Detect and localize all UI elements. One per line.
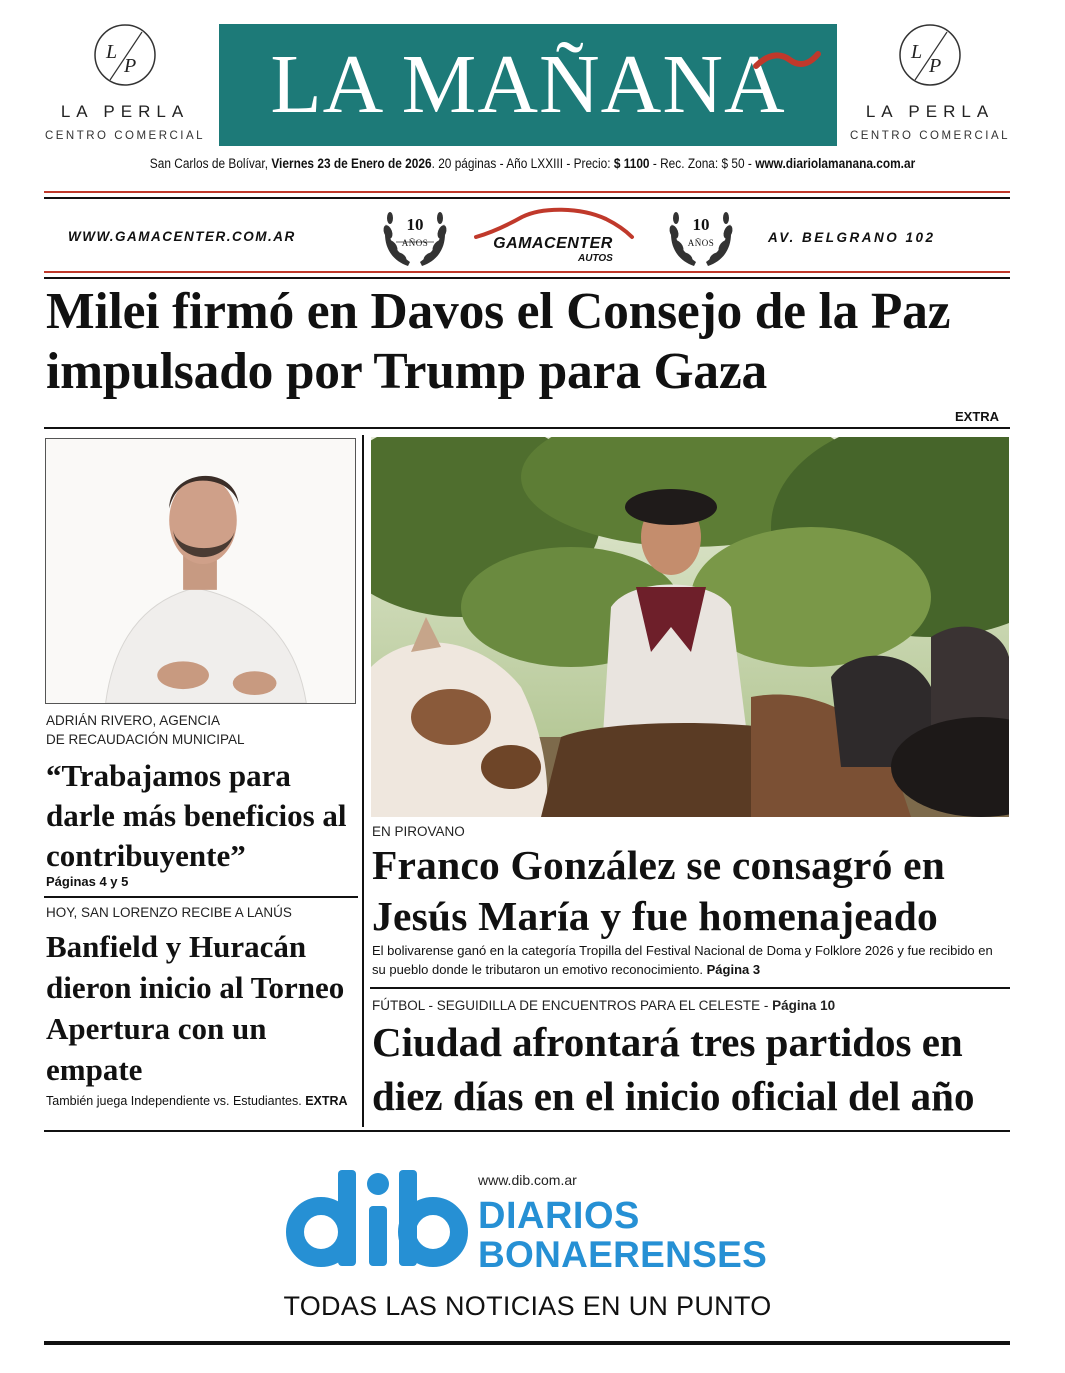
rivero-kicker-line2: DE RECAUDACIÓN MUNICIPAL	[46, 732, 245, 747]
anniversary-text: AÑOS	[401, 238, 429, 248]
divider	[44, 277, 1010, 279]
la-perla-logo-icon	[897, 22, 963, 88]
gonzalez-photo[interactable]	[371, 437, 1009, 817]
divider	[44, 1341, 1010, 1345]
la-perla-subtitle: CENTRO COMERCIAL	[849, 130, 1011, 142]
svg-text:L: L	[106, 41, 118, 63]
la-perla-name: LA PERLA	[60, 102, 190, 121]
rivero-pages: Páginas 4 y 5	[46, 874, 129, 889]
dateline-place: San Carlos de Bolívar,	[149, 156, 269, 171]
dib-line2: BONAERENSES	[478, 1234, 768, 1275]
main-headline[interactable]: Milei firmó en Davos el Consejo de la Paz impulsado por Trump para Gaza	[46, 283, 951, 400]
divider	[44, 896, 358, 898]
gonzalez-kicker: EN PIROVANO	[372, 824, 465, 839]
banfield-kicker: HOY, SAN LORENZO RECIBE A LANÚS	[46, 905, 292, 920]
banfield-note-text: También juega Independiente vs. Estudiantes.	[46, 1094, 302, 1108]
ciudad-kicker	[372, 996, 835, 1015]
gonzalez-summary-text: El bolivarense ganó en la categoría Tropilla del Festival Nacional de Doma y Folklore 2026 y fue recibido en su pueblo donde le tributaron un emotivo reconocimiento.	[372, 943, 993, 977]
newspaper-title: LA MAÑANA	[270, 38, 786, 131]
dib-slogan: TODAS LAS NOTICIAS EN UN PUNTO	[283, 1291, 772, 1321]
dib-line1: DIARIOS	[478, 1195, 640, 1237]
la-perla-logo-icon	[92, 22, 158, 88]
ciudad-page: Página 10	[772, 998, 836, 1013]
divider	[44, 427, 1010, 429]
divider	[370, 987, 1010, 989]
la-perla-name: LA PERLA	[865, 102, 995, 121]
ciudad-kicker-text: FÚTBOL - SEGUIDILLA DE ENCUENTROS PARA EL CELESTE -	[372, 998, 773, 1013]
main-headline-tag: EXTRA	[955, 409, 1000, 424]
ciudad-headline[interactable]: Ciudad afrontará tres partidos en diez días en el inicio oficial del año	[372, 1019, 975, 1119]
dateline-zone: - Rec. Zona: $ 50 -	[649, 156, 756, 171]
gonzalez-page: Página 3	[706, 962, 761, 977]
gonzalez-summary	[372, 941, 1010, 979]
la-perla-ad-left	[40, 22, 210, 142]
divider	[44, 271, 1010, 273]
dib-url[interactable]: www.dib.com.ar	[478, 1172, 577, 1188]
dateline	[99, 156, 966, 171]
svg-text:P: P	[124, 55, 137, 77]
svg-text:L: L	[911, 41, 923, 63]
anniversary-number: 10	[692, 215, 710, 234]
banfield-note	[46, 1093, 358, 1110]
column-separator	[362, 435, 364, 1127]
gamacenter-website[interactable]: WWW.GAMACENTER.COM.AR	[68, 229, 296, 244]
dib-logo-icon	[285, 1166, 471, 1270]
anniversary-number: 10	[406, 215, 424, 234]
banfield-tag: EXTRA	[305, 1094, 348, 1108]
la-perla-ad-right	[845, 22, 1015, 142]
divider	[44, 197, 1010, 199]
anniversary-text: AÑOS	[687, 238, 715, 248]
dateline-price: $ 1100	[613, 156, 650, 171]
anniversary-wreath-icon	[664, 202, 738, 270]
dateline-pages: . 20 páginas - Año LXXIII - Precio:	[431, 156, 614, 171]
dateline-website[interactable]: www.diariolamanana.com.ar	[755, 156, 916, 171]
rivero-headline[interactable]: “Trabajamos para darle más beneficios al contribuyente”	[46, 758, 347, 873]
divider	[44, 191, 1010, 193]
dateline-date: Viernes 23 de Enero de 2026	[271, 156, 432, 171]
svg-text:P: P	[929, 55, 942, 77]
divider	[44, 1130, 1010, 1132]
gonzalez-headline[interactable]: Franco González se consagró en Jesús María y fue homenajeado	[372, 842, 946, 939]
banfield-headline[interactable]: Banfield y Huracán dieron inicio al Torneo Apertura con un empate	[46, 929, 345, 1087]
rivero-kicker-line1: ADRIÁN RIVERO, AGENCIA	[46, 713, 221, 728]
gamacenter-autos: AUTOS	[578, 253, 613, 264]
tilde-accent-icon	[752, 50, 822, 72]
gamacenter-brand: GAMACENTER	[493, 235, 613, 252]
masthead	[219, 24, 837, 146]
gamacenter-address: AV. BELGRANO 102	[768, 230, 936, 245]
rivero-photo[interactable]	[45, 438, 356, 704]
la-perla-subtitle: CENTRO COMERCIAL	[44, 130, 206, 142]
gamacenter-logo	[470, 203, 636, 267]
anniversary-wreath-icon	[378, 202, 452, 270]
